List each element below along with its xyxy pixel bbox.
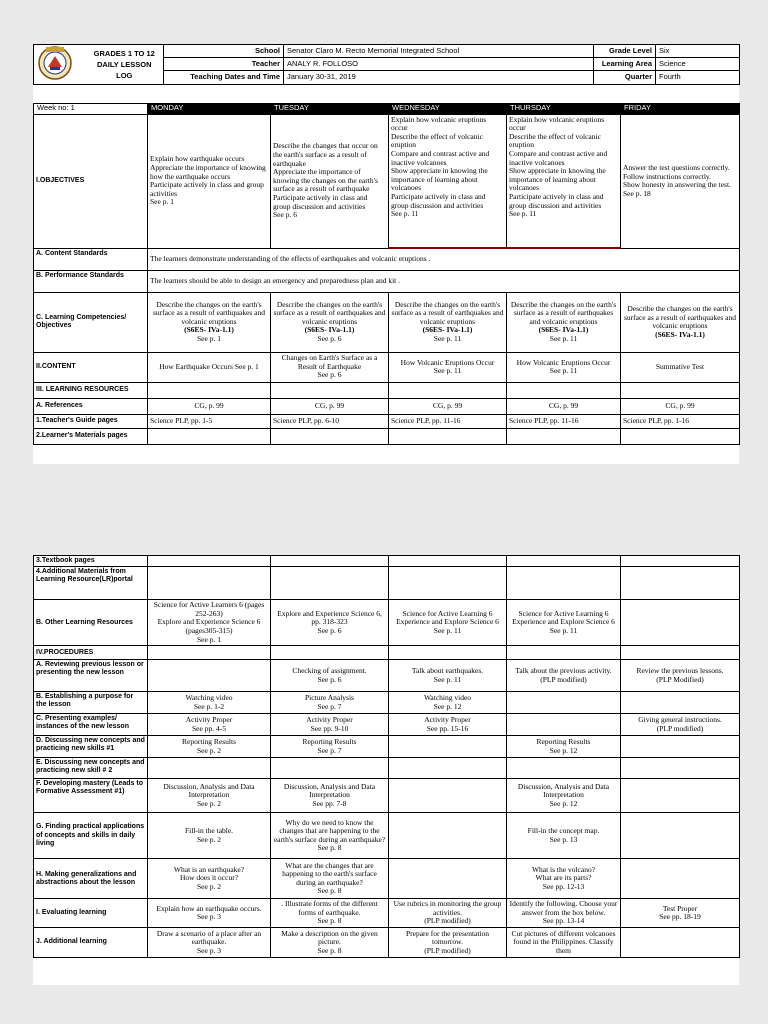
additional-friday — [621, 927, 740, 957]
examples-friday: Giving general instructions. (PLP modified) — [621, 714, 740, 736]
dll-title — [86, 45, 164, 85]
deped-seal-icon — [37, 45, 73, 81]
evaluating-label: I. Evaluating learning — [34, 899, 148, 928]
dates-label: Teaching Dates and Time — [164, 71, 284, 84]
additional-materials-row — [34, 567, 740, 600]
textbook-label: 3.Textbook pages — [34, 556, 148, 567]
other-resources-thursday: Science for Active Learning 6 Experience and Explore Science 6 See p. 11 — [507, 600, 621, 646]
area-label: Learning Area — [594, 58, 656, 71]
competency-text: Describe the changes on the earth's surface as a result of earthquakes and volcanic eruptions — [391, 299, 504, 326]
purpose-row — [34, 692, 740, 714]
competencies-wednesday — [389, 292, 507, 352]
reviewing-thursday: Talk about the previous activity. (PLP modified) — [507, 660, 621, 692]
purpose-tuesday: Picture Analysis See p. 7 — [271, 692, 389, 714]
objectives-monday: Explain how earthquake occurs Appreciate the importance of knowing how the earthquake occurs Participate actively in class and group activities See p. 1 — [148, 114, 271, 248]
competency-page: See p. 11 — [433, 333, 462, 343]
discussing1-label: D. Discussing new concepts and practicing new skills #1 — [34, 736, 148, 758]
purpose-thursday — [507, 692, 621, 714]
competency-code: (S6ES- IVa-1.1) — [422, 325, 473, 335]
generalizations-tuesday: What are the changes that are happening to the earth's surface during an earthquake? See p. 8 — [271, 859, 389, 899]
discussing1-tuesday: Reporting Results See p. 7 — [271, 736, 389, 758]
teachers-guide-row — [34, 414, 740, 428]
generalizations-monday: What is an earthquake? How does it occur? See p. 2 — [148, 859, 271, 899]
area-value: Science — [656, 58, 740, 71]
reviewing-monday — [148, 660, 271, 692]
competencies-thursday — [507, 292, 621, 352]
competency-page: See p. 1 — [197, 333, 221, 343]
examples-monday: Activity Proper See pp. 4-5 — [148, 714, 271, 736]
competency-text: Describe the changes on the earth's surface as a result of earthquakes and volcanic eruptions — [273, 299, 386, 326]
competencies-row — [34, 292, 740, 352]
competency-code: (S6ES- IVa-1.1) — [655, 329, 705, 339]
content-label: II.CONTENT — [34, 352, 148, 382]
content-friday: Summative Test — [621, 352, 740, 382]
purpose-friday — [621, 692, 740, 714]
page-one — [33, 44, 739, 464]
procedures-row — [34, 646, 740, 660]
mastery-friday — [621, 779, 740, 813]
evaluating-thursday: Identify the following. Choose your answer from the box below. See pp. 13-14 — [507, 899, 621, 928]
examples-thursday — [507, 714, 621, 736]
other-resources-monday: Science for Active Learners 6 (pages 252-263) Explore and Experience Science 6 (pages305-315) See p. 1 — [148, 600, 271, 646]
practical-wednesday — [389, 813, 507, 859]
references-wednesday: CG, p. 99 — [389, 398, 507, 414]
purpose-label: B. Establishing a purpose for the lesson — [34, 692, 148, 714]
evaluating-wednesday: Use rubrics in monitoring the group activities. (PLP modified) — [389, 899, 507, 928]
additional-tuesday: Make a description on the given picture. See p. 8 — [271, 927, 389, 957]
content-standards-label: A. Content Standards — [34, 248, 148, 270]
grade-label: Grade Level — [594, 45, 656, 58]
objectives-row — [34, 114, 740, 248]
content-standards-text: The learners demonstrate understanding of the effects of earthquakes and volcanic eruptions . — [148, 248, 740, 270]
performance-standards-row — [34, 270, 740, 292]
competency-code: (S6ES- IVa-1.1) — [184, 325, 234, 335]
evaluating-friday: Test Proper See pp. 18-19 — [621, 899, 740, 928]
school-label: School — [164, 45, 284, 58]
lesson-table-page1 — [33, 103, 740, 445]
competencies-monday — [148, 292, 271, 352]
competencies-tuesday — [271, 292, 389, 352]
competencies-friday — [621, 292, 740, 352]
practical-thursday: Fill-in the concept map. See p. 13 — [507, 813, 621, 859]
discussing1-thursday: Reporting Results See p. 12 — [507, 736, 621, 758]
day-monday: MONDAY — [148, 103, 271, 114]
content-thursday: How Volcanic Eruptions Occur See p. 11 — [507, 352, 621, 382]
competency-text: Describe the changes on the earth's surface as a result of earthquakes and volcanic eruptions — [510, 299, 617, 326]
objectives-thursday: Explain how volcanic eruptions occur Describe the effect of volcanic eruption Compare and contrast active and inactive volcanoes Show appreciate in knowing the importance of learning about volcanoes Participate actively in class and group discussion and activities See p. 11 — [507, 114, 621, 248]
additional-materials-label: 4.Additional Materials from Learning Resource(LR)portal — [34, 567, 148, 600]
header-table — [33, 44, 740, 85]
teachers-guide-label: 1.Teacher's Guide pages — [34, 414, 148, 428]
day-friday: FRIDAY — [621, 103, 740, 114]
week-label: Week no: 1 — [34, 103, 148, 114]
teachers-guide-tuesday: Science PLP, pp. 6-10 — [271, 414, 389, 428]
discussing1-wednesday — [389, 736, 507, 758]
generalizations-row — [34, 859, 740, 899]
teachers-guide-wednesday: Science PLP, pp. 11-16 — [389, 414, 507, 428]
performance-standards-text: The learners should be able to design an emergency and preparedness plan and kit . — [148, 270, 740, 292]
other-resources-row — [34, 600, 740, 646]
week-row — [34, 103, 740, 114]
competencies-label: C. Learning Competencies/ Objectives — [34, 292, 148, 352]
additional-monday: Draw a scenario of a place after an earthquake. See p. 3 — [148, 927, 271, 957]
generalizations-friday — [621, 859, 740, 899]
content-tuesday: Changes on Earth's Surface as a Result of Earthquake See p. 6 — [271, 352, 389, 382]
objectives-friday: Answer the test questions correctly. Follow instructions correctly. Show honesty in answering the test. See p. 18 — [621, 114, 740, 248]
competency-text: Describe the changes on the earth's surface as a result of earthquakes and volcanic eruptions — [152, 299, 266, 326]
evaluating-row — [34, 899, 740, 928]
learners-materials-row — [34, 428, 740, 444]
discussing1-row — [34, 736, 740, 758]
additional-row — [34, 927, 740, 957]
references-monday: CG, p. 99 — [148, 398, 271, 414]
learners-materials-label: 2.Learner's Materials pages — [34, 428, 148, 444]
competency-page: See p. 11 — [549, 333, 578, 343]
performance-standards-label: B. Performance Standards — [34, 270, 148, 292]
procedures-label: IV.PROCEDURES — [34, 646, 148, 660]
competency-text: Describe the changes on the earth's surface as a result of earthquakes and volcanic eruptions — [623, 303, 737, 331]
reviewing-tuesday: Checking of assignment. See p. 6 — [271, 660, 389, 692]
content-monday: How Earthquake Occurs See p. 1 — [148, 352, 271, 382]
discussing1-friday — [621, 736, 740, 758]
practical-tuesday: Why do we need to know the changes that are happening to the earth's surface during an earthquake? See p. 8 — [271, 813, 389, 859]
content-wednesday: How Volcanic Eruptions Occur See p. 11 — [389, 352, 507, 382]
teachers-guide-friday: Science PLP, pp. 1-16 — [621, 414, 740, 428]
mastery-label: F. Developing mastery (Leads to Formative Assessment #1) — [34, 779, 148, 813]
title-line1: GRADES 1 TO 12 — [93, 48, 155, 58]
mastery-tuesday: Discussion, Analysis and Data Interpretation See pp. 7-8 — [271, 779, 389, 813]
other-resources-wednesday: Science for Active Learning 6 Experience and Explore Science 6 See p. 11 — [389, 600, 507, 646]
quarter-value: Fourth — [656, 71, 740, 84]
examples-row — [34, 714, 740, 736]
competency-code: (S6ES- IVa-1.1) — [304, 325, 355, 335]
purpose-wednesday: Watching video See p. 12 — [389, 692, 507, 714]
generalizations-label: H. Making generalizations and abstractions about the lesson — [34, 859, 148, 899]
day-tuesday: TUESDAY — [271, 103, 389, 114]
page-two — [33, 555, 739, 985]
title-line2: DAILY LESSON LOG — [96, 59, 152, 80]
dates-value: January 30-31, 2019 — [284, 71, 594, 84]
other-resources-friday — [621, 600, 740, 646]
day-wednesday: WEDNESDAY — [389, 103, 507, 114]
other-resources-tuesday: Explore and Experience Science 6, pp. 318-323 See p. 6 — [271, 600, 389, 646]
objectives-label: I.OBJECTIVES — [34, 114, 148, 248]
learning-resources-label: III. LEARNING RESOURCES — [34, 382, 148, 398]
discussing2-label: E. Discussing new concepts and practicing new skill # 2 — [34, 758, 148, 779]
evaluating-tuesday: . Illustrate forms of the different forms of earthquake. See p. 8 — [271, 899, 389, 928]
competency-page: See p. 6 — [317, 333, 342, 343]
practical-row — [34, 813, 740, 859]
mastery-monday: Discussion, Analysis and Data Interpretation See p. 2 — [148, 779, 271, 813]
additional-label: J. Additional learning — [34, 927, 148, 957]
references-label: A. References — [34, 398, 148, 414]
reviewing-friday: Review the previous lessons. (PLP Modified) — [621, 660, 740, 692]
purpose-monday: Watching video See p. 1-2 — [148, 692, 271, 714]
teachers-guide-thursday: Science PLP, pp. 11-16 — [507, 414, 621, 428]
content-row — [34, 352, 740, 382]
references-thursday: CG, p. 99 — [507, 398, 621, 414]
evaluating-monday: Explain how an earthquake occurs. See p. 3 — [148, 899, 271, 928]
teachers-guide-monday: Science PLP, pp. 1-5 — [148, 414, 271, 428]
learning-resources-row — [34, 382, 740, 398]
additional-wednesday: Prepare for the presentation tomorrow. (PLP modified) — [389, 927, 507, 957]
reviewing-wednesday: Talk about earthquakes. See p. 11 — [389, 660, 507, 692]
mastery-thursday: Discussion, Analysis and Data Interpretation See p. 12 — [507, 779, 621, 813]
generalizations-wednesday — [389, 859, 507, 899]
teacher-value: ANALY R. FOLLOSO — [284, 58, 594, 71]
references-tuesday: CG, p. 99 — [271, 398, 389, 414]
objectives-wednesday: Explain how volcanic eruptions occur Describe the effect of volcanic eruption Compare and contrast active and inactive volcanoes Show appreciate in knowing the importance of learning about volcanoes Participate actively in class and group discussion and activities See p. 11 — [389, 114, 507, 248]
lesson-table-page2 — [33, 555, 740, 958]
examples-wednesday: Activity Proper See pp. 15-16 — [389, 714, 507, 736]
other-resources-label: B. Other Learning Resources — [34, 600, 148, 646]
objectives-tuesday: Describe the changes that occur on the earth's surface as a result of earthquake Appreciate the importance of knowing the changes on the earth's surface as a result of earthquake Participate actively in class and group discussion and activities See p. 6 — [271, 114, 389, 248]
school-value: Senator Claro M. Recto Memorial Integrated School — [284, 45, 594, 58]
competency-code: (S6ES- IVa-1.1) — [538, 325, 589, 335]
textbook-row — [34, 556, 740, 567]
content-standards-row — [34, 248, 740, 270]
mastery-wednesday — [389, 779, 507, 813]
generalizations-thursday: What is the volcano? What are its parts? See pp. 12-13 — [507, 859, 621, 899]
practical-friday — [621, 813, 740, 859]
mastery-row — [34, 779, 740, 813]
deped-logo — [34, 45, 86, 85]
discussing1-monday: Reporting Results See p. 2 — [148, 736, 271, 758]
grade-value: Six — [656, 45, 740, 58]
references-row — [34, 398, 740, 414]
practical-label: G. Finding practical applications of concepts and skills in daily living — [34, 813, 148, 859]
reviewing-label: A. Reviewing previous lesson or presenting the new lesson — [34, 660, 148, 692]
additional-thursday: Cut pictures of different volcanoes found in the Philippines. Classify them — [507, 927, 621, 957]
references-friday: CG, p. 99 — [621, 398, 740, 414]
reviewing-row — [34, 660, 740, 692]
examples-tuesday: Activity Proper See pp. 9-10 — [271, 714, 389, 736]
discussing2-row — [34, 758, 740, 779]
examples-label: C. Presenting examples/ instances of the new lesson — [34, 714, 148, 736]
teacher-label: Teacher — [164, 58, 284, 71]
quarter-label: Quarter — [594, 71, 656, 84]
practical-monday: Fill-in the table. See p. 2 — [148, 813, 271, 859]
day-thursday: THURSDAY — [507, 103, 621, 114]
